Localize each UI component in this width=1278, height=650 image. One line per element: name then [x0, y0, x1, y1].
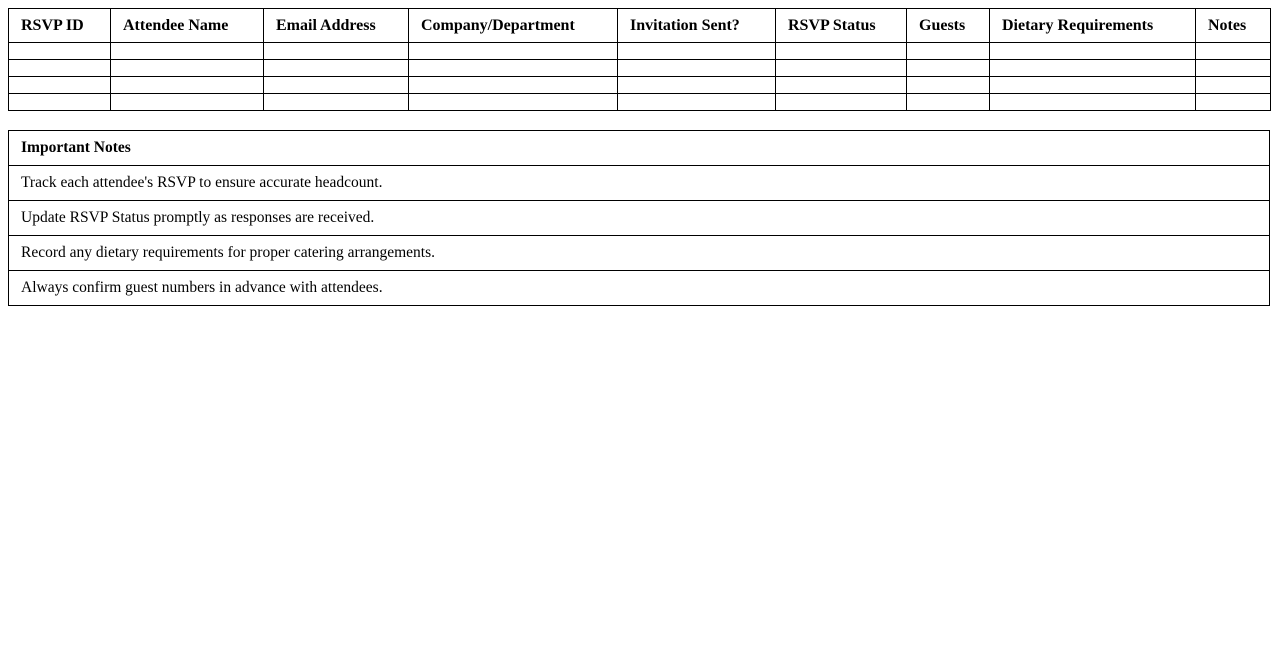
- table-cell[interactable]: [990, 60, 1196, 77]
- column-header-rsvp-status: RSVP Status: [776, 9, 907, 43]
- table-cell[interactable]: [9, 77, 111, 94]
- table-cell[interactable]: [9, 60, 111, 77]
- table-cell[interactable]: [409, 94, 618, 111]
- table-cell[interactable]: [907, 43, 990, 60]
- table-cell[interactable]: [907, 60, 990, 77]
- table-cell[interactable]: [776, 60, 907, 77]
- table-row: [9, 43, 1271, 60]
- document-body: [8, 8, 1270, 306]
- table-cell[interactable]: [9, 94, 111, 111]
- column-header-rsvp-id: RSVP ID: [9, 9, 111, 43]
- table-cell[interactable]: [264, 94, 409, 111]
- table-cell[interactable]: [776, 94, 907, 111]
- table-cell[interactable]: [264, 43, 409, 60]
- column-header-email-address: Email Address: [264, 9, 409, 43]
- note-row: [9, 236, 1270, 271]
- table-cell[interactable]: [618, 94, 776, 111]
- table-cell[interactable]: [111, 77, 264, 94]
- table-cell[interactable]: [1196, 43, 1271, 60]
- table-cell[interactable]: [264, 60, 409, 77]
- table-cell[interactable]: [990, 94, 1196, 111]
- note-row: [9, 271, 1270, 306]
- table-cell[interactable]: [264, 77, 409, 94]
- table-cell[interactable]: [409, 43, 618, 60]
- important-notes-table: [8, 130, 1270, 306]
- note-row: [9, 201, 1270, 236]
- table-row: [9, 60, 1271, 77]
- table-cell[interactable]: [111, 94, 264, 111]
- notes-header-row: [9, 131, 1270, 166]
- table-cell[interactable]: [111, 60, 264, 77]
- column-header-invitation-sent: Invitation Sent?: [618, 9, 776, 43]
- table-cell[interactable]: [1196, 94, 1271, 111]
- table-cell[interactable]: [618, 77, 776, 94]
- table-row: [9, 77, 1271, 94]
- column-header-attendee-name: Attendee Name: [111, 9, 264, 43]
- column-header-company-department: Company/Department: [409, 9, 618, 43]
- column-header-guests: Guests: [907, 9, 990, 43]
- table-cell[interactable]: [618, 60, 776, 77]
- rsvp-table: [8, 8, 1271, 111]
- notes-heading: Important Notes: [9, 131, 1270, 166]
- column-header-notes: Notes: [1196, 9, 1271, 43]
- note-row: [9, 166, 1270, 201]
- column-header-dietary-requirements: Dietary Requirements: [990, 9, 1196, 43]
- note-item: Always confirm guest numbers in advance with attendees.: [9, 271, 1270, 306]
- table-cell[interactable]: [907, 77, 990, 94]
- table-cell[interactable]: [409, 77, 618, 94]
- table-header-row: [9, 9, 1271, 43]
- table-row: [9, 94, 1271, 111]
- table-cell[interactable]: [409, 60, 618, 77]
- table-cell[interactable]: [111, 43, 264, 60]
- table-cell[interactable]: [776, 77, 907, 94]
- note-item: Record any dietary requirements for proper catering arrangements.: [9, 236, 1270, 271]
- table-cell[interactable]: [1196, 77, 1271, 94]
- table-cell[interactable]: [990, 77, 1196, 94]
- table-cell[interactable]: [990, 43, 1196, 60]
- table-cell[interactable]: [1196, 60, 1271, 77]
- table-cell[interactable]: [776, 43, 907, 60]
- note-item: Track each attendee's RSVP to ensure accurate headcount.: [9, 166, 1270, 201]
- table-cell[interactable]: [9, 43, 111, 60]
- table-cell[interactable]: [618, 43, 776, 60]
- note-item: Update RSVP Status promptly as responses are received.: [9, 201, 1270, 236]
- table-cell[interactable]: [907, 94, 990, 111]
